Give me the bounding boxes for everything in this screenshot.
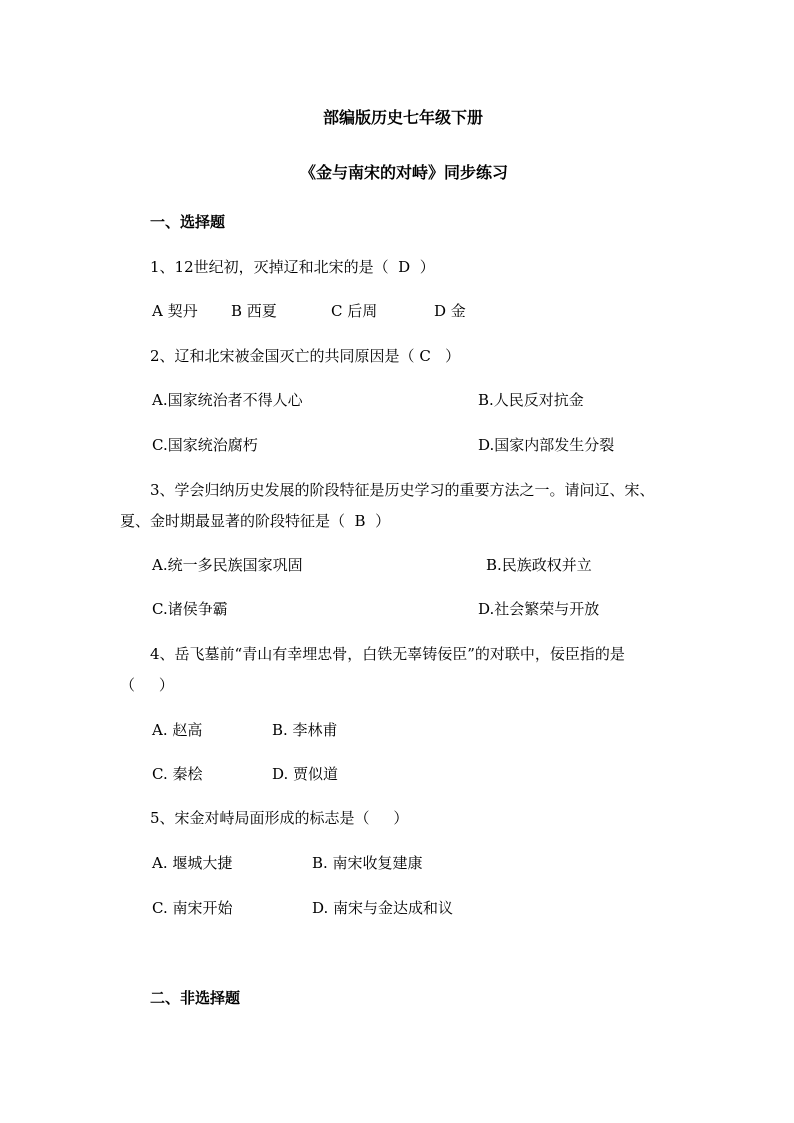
document-subtitle: 《金与南宋的对峙》同步练习 [300, 163, 509, 182]
question-3-line-2: 夏、金时期最显著的阶段特征是（ B ） [120, 512, 391, 530]
q4-option-c: C. 秦桧 [152, 765, 203, 783]
q4-option-a: A. 赵高 [152, 721, 203, 739]
question-2: 2、辽和北宋被金国灭亡的共同原因是（ C ） [150, 347, 461, 365]
q2-option-c: C.国家统治腐朽 [152, 436, 258, 454]
document-title: 部编版历史七年级下册 [323, 108, 484, 127]
q1-option-c: C 后周 [331, 302, 378, 320]
q2-option-b: B.人民反对抗金 [478, 391, 584, 409]
q1-option-b: B 西夏 [231, 302, 277, 320]
question-3-line-1: 3、学会归纳历史发展的阶段特征是历史学习的重要方法之一。请问辽、宋、 [150, 481, 655, 499]
q5-option-a: A. 堰城大捷 [152, 854, 233, 872]
question-5: 5、宋金对峙局面形成的标志是（ ） [150, 809, 409, 827]
q3-option-c: C.诸侯争霸 [152, 600, 228, 618]
q4-option-b: B. 李林甫 [272, 721, 338, 739]
section-heading-choice: 一、选择题 [150, 213, 226, 231]
question-1: 1、12世纪初，灭掉辽和北宋的是（ D ） [150, 258, 435, 276]
q4-option-d: D. 贾似道 [272, 765, 339, 783]
question-4-line-2: （ ） [120, 676, 174, 694]
section-heading-non-choice: 二、非选择题 [150, 989, 241, 1007]
q5-option-d: D. 南宋与金达成和议 [312, 899, 454, 917]
q5-option-b: B. 南宋收复建康 [312, 854, 423, 872]
q3-option-d: D.社会繁荣与开放 [478, 600, 600, 618]
q5-option-c: C. 南宋开始 [152, 899, 233, 917]
q1-option-d: D 金 [434, 302, 466, 320]
q2-option-d: D.国家内部发生分裂 [478, 436, 615, 454]
question-4-line-1: 4、岳飞墓前“青山有幸埋忠骨，白铁无辜铸佞臣”的对联中，佞臣指的是 [150, 645, 625, 663]
q3-option-b: B.民族政权并立 [486, 556, 592, 574]
q3-option-a: A.统一多民族国家巩固 [152, 556, 303, 574]
q2-option-a: A.国家统治者不得人心 [152, 391, 303, 409]
q1-option-a: A 契丹 [152, 302, 198, 320]
